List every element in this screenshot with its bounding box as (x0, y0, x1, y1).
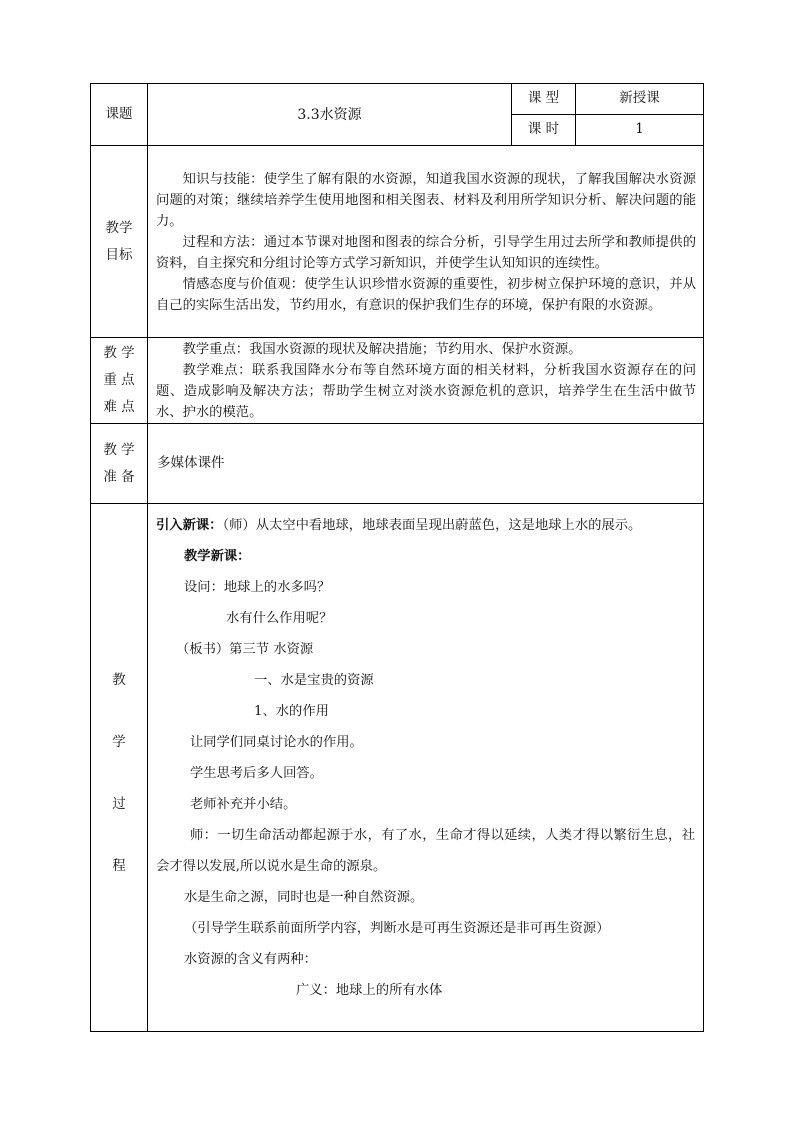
process-label-line: 教 (112, 671, 126, 688)
key-points-label (91, 338, 148, 424)
objectives-label-line: 教学 (105, 219, 133, 236)
process-content (148, 504, 704, 1032)
section-heading: 一、水是宝贵的资源 (254, 673, 374, 688)
guide-line: （引导学生联系前面所学内容，判断水是可再生资源还是非可再生资源） (184, 921, 610, 936)
lesson-type-value: 新授课 (576, 84, 704, 115)
objective-attitude: 情感态度与价值观：使学生认识珍惜水资源的重要性，初步树立保护环境的意识，并从自己的实际生活出发，节约用水，有意识的保护我们生存的环境，保护有限的水资源。 (156, 277, 697, 313)
step-summary: 老师补充并小结。 (190, 797, 297, 812)
board-note: （板书）第三节 水资源 (176, 642, 314, 657)
class-hours-value: 1 (576, 115, 704, 146)
key-points-content (148, 338, 704, 424)
objective-process: 过程和方法：通过本节课对地图和图表的综合分析，引导学生用过去所学和教师提供的资料，自主探究和分组讨论等方式学习新知识，并使学生认知知识的连续性。 (156, 235, 697, 271)
step-discuss: 让同学们同桌讨论水的作用。 (190, 735, 363, 750)
topic-value: 3.3水资源 (148, 84, 512, 146)
key-points-label-line: 重 点 (103, 372, 135, 388)
process-label-line: 程 (112, 857, 126, 874)
objectives-label (91, 146, 148, 338)
lesson-type-label: 课 型 (512, 84, 576, 115)
process-label-line: 学 (112, 733, 126, 750)
intro-heading: 引入新课： (156, 518, 223, 533)
process-label-line: 过 (112, 795, 126, 812)
preparation-label-line: 准 备 (103, 468, 135, 485)
key-points-label-line: 教 学 (103, 345, 135, 361)
lesson-plan-table (90, 83, 704, 1032)
key-point: 教学重点：我国水资源的现状及解决措施；节约用水、保护水资源。 (182, 341, 582, 357)
subsection-heading: 1、水的作用 (254, 704, 329, 719)
water-source-line: 水是生命之源，同时也是一种自然资源。 (184, 890, 424, 905)
objectives-label-line: 目标 (105, 246, 133, 263)
process-label (91, 504, 148, 1032)
new-lesson-heading: 教学新课： (184, 549, 251, 564)
class-hours-label: 课 时 (512, 115, 576, 146)
preparation-label (91, 424, 148, 504)
key-points-label-line: 难 点 (103, 399, 135, 415)
intro-paragraph (156, 510, 695, 541)
objective-knowledge: 知识与技能：使学生了解有限的水资源，知道我国水资源的现状，了解我国解决水资源问题的对策；继续培养学生使用地图和相关图表、材料及利用所学知识分析、解决问题的能力。 (156, 172, 697, 229)
difficult-point: 教学难点：联系我国降水分布等自然环境方面的相关材料，分析我国水资源存在的问题、造成影响及解决方法；帮助学生树立对淡水资源危机的意识，培养学生在生活中做节水、护水的模范。 (156, 362, 697, 420)
preparation-value: 多媒体课件 (148, 424, 704, 504)
question-2: 水有什么作用呢？ (226, 611, 333, 626)
teacher-remark: 师：一切生命活动都起源于水，有了水，生命才得以延续，人类才得以繁衍生息，社会才得以发展,所以说水是生命的源泉。 (156, 828, 696, 874)
topic-label: 课题 (91, 84, 148, 146)
preparation-label-line: 教 学 (103, 441, 135, 458)
meaning-line: 水资源的含义有两种： (184, 952, 317, 967)
intro-text: （师）从太空中看地球，地球表面呈现出蔚蓝色，这是地球上水的展示。 (222, 518, 642, 533)
objectives-content (148, 146, 704, 338)
broad-meaning-line: 广义：地球上的所有水体 (296, 983, 443, 998)
question-1: 设问：地球上的水多吗？ (184, 580, 331, 595)
step-answer: 学生思考后多人回答。 (190, 766, 323, 781)
